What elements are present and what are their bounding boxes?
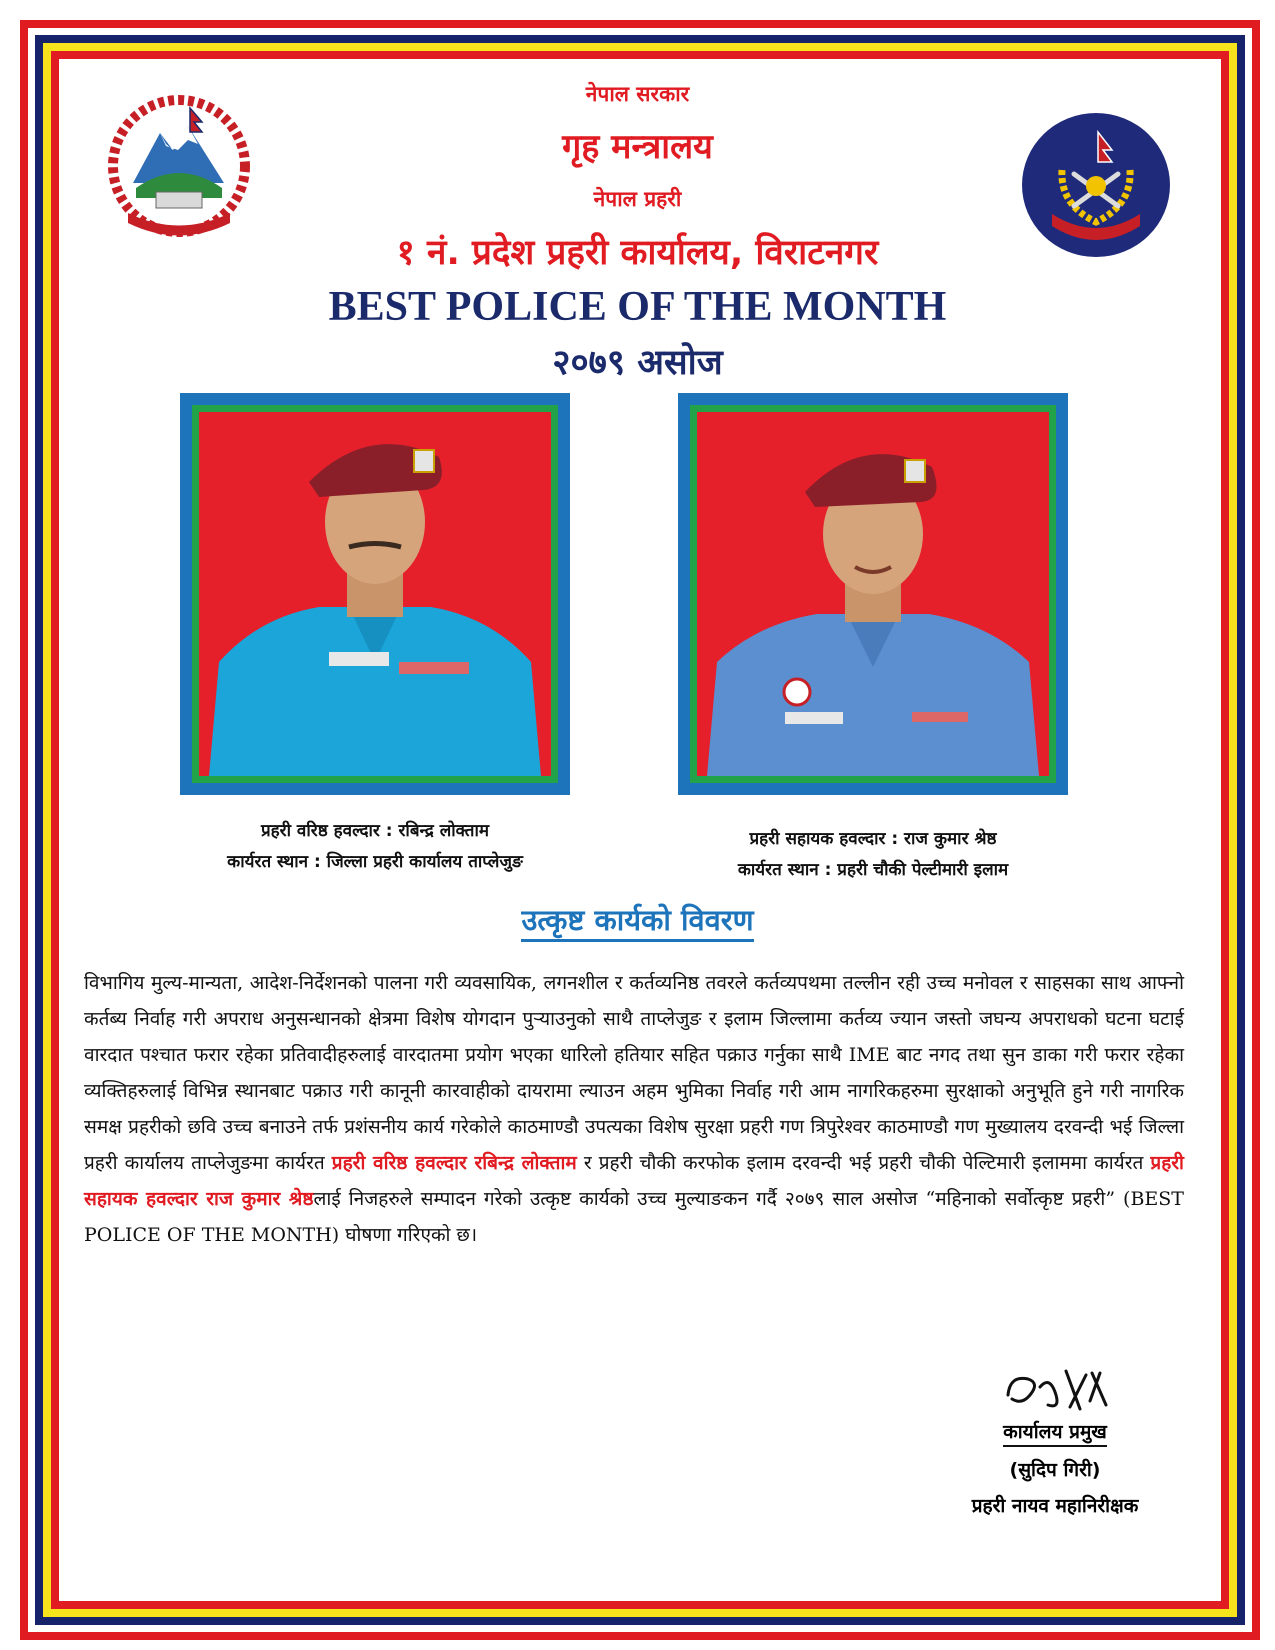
award-month: २०७९ असोज xyxy=(552,343,723,383)
awardee-1-posting: कार्यरत स्थान : जिल्ला प्रहरी कार्यालय ताप्लेजुङ xyxy=(227,852,523,872)
description-title xyxy=(0,900,1275,939)
awardee-2-highlight: प्रहरी सहायक हवल्दार राज कुमार श्रेष्ठ xyxy=(84,1152,1184,1210)
awardee-2-posting: कार्यरत स्थान : प्रहरी चौकी पेल्टीमारी इलाम xyxy=(737,860,1009,880)
description-text-part-1: विभागिय मुल्य-मान्यता, आदेश-निर्देशनको पालना गरी व्यवसायिक, लगनशील र कर्तव्यनिष्ठ तवरले कर्तव्यपथमा तल्लीन रही उच्च मनोवल र साहसका साथ आफ्नो कर्तब्य निर्वाह गरी अपराध अनुसन्धानको क्षेत्रमा विशेष योगदान पुऱ्याउनुको साथै ताप्लेजुङ र इलाम जिल्लामा कर्तव्य ज्यान जस्तो जघन्य अपराधको घटना घटाई वारदात पश्चात फरार रहेका प्रतिवादीहरुलाई वारदातमा प्रयोग भएका धारिलो हतियार सहित पक्राउ गर्नुका साथै IME बाट नगद तथा सुन डाका गरी फरार रहेका व्यक्तिहरुलाई विभिन्न स्थानबाट पक्राउ गरी कानूनी कारवाहीको दायरामा ल्याउन अहम भुमिका निर्वाह गरी आम नागरिकहरुमा सुरक्षाको अनुभूति हुने गरी नागरिक समक्ष प्रहरीको छवि उच्च बनाउने तर्फ प्रशंसनीय कार्य गरेकोले काठमाण्डौ उपत्यका विशेष सुरक्षा प्रहरी गण त्रिपुरेश्वर काठमाण्डौ गण मुख्यालय दरवन्दी भई जिल्ला प्रहरी कार्यालय ताप्लेजुङमा कार्यरत xyxy=(84,972,1184,1174)
award-title: BEST POLICE OF THE MONTH xyxy=(328,284,947,330)
awardee-1-photo xyxy=(180,393,570,795)
awardee-2-rank-name: प्रहरी सहायक हवल्दार : राज कुमार श्रेष्ठ xyxy=(749,829,997,849)
officer-portrait-icon xyxy=(199,412,551,776)
police-heading: नेपाल प्रहरी xyxy=(593,187,682,211)
signature-title-text: कार्यालय प्रमुख xyxy=(1003,1421,1107,1447)
government-heading: नेपाल सरकार xyxy=(585,82,690,106)
office-heading: १ नं. प्रदेश प्रहरी कार्यालय, विराटनगर xyxy=(396,233,879,273)
signature-rank: प्रहरी नायव महानिरीक्षक xyxy=(971,1495,1139,1517)
ministry-heading: गृह मन्त्रालय xyxy=(562,127,713,167)
awardee-2-photo xyxy=(678,393,1068,795)
signature-title xyxy=(960,1418,1150,1444)
description-text-part-2: र प्रहरी चौकी करफोक इलाम दरवन्दी भई प्रहरी चौकी पेल्टिमारी इलाममा कार्यरत xyxy=(576,1152,1151,1174)
description-text-part-3: लाई निजहरुले सम्पादन गरेको उत्कृष्ट कार्यको उच्च मुल्याङकन गर्दै २०७९ साल असोज “महिनाको सर्वोत्कृष्ट प्रहरी” (BEST POLICE OF THE MONTH) घोषणा गरिएको छ। xyxy=(84,1188,1184,1246)
description-paragraph xyxy=(84,965,1184,1253)
description-title-text: उत्कृष्ट कार्यको विवरण xyxy=(521,903,753,942)
signature-name: (सुदिप गिरी) xyxy=(1009,1459,1101,1481)
awardee-1-rank-name: प्रहरी वरिष्ठ हवल्दार : रबिन्द्र लोक्ताम xyxy=(260,821,490,841)
nepal-coat-of-arms-icon xyxy=(98,88,260,250)
officer-portrait-icon xyxy=(697,412,1049,776)
awardee-1-highlight: प्रहरी वरिष्ठ हवल्दार रबिन्द्र लोक्ताम xyxy=(331,1152,577,1174)
handwritten-signature xyxy=(1000,1365,1120,1415)
